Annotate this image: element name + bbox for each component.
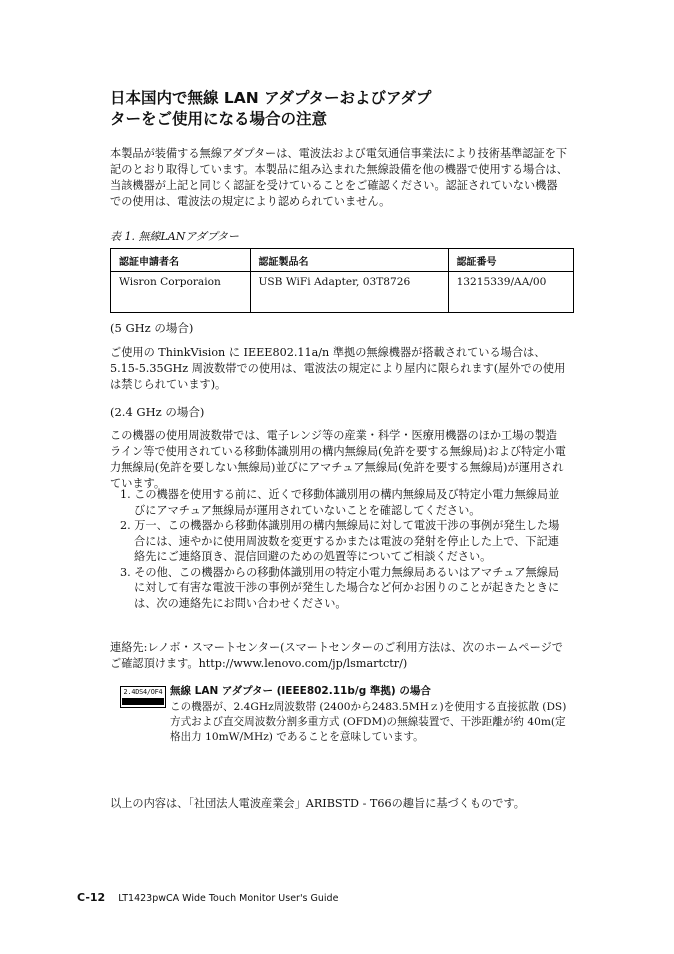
title-line-2: ターをご使用になる場合の注意 (110, 110, 328, 128)
page-footer (77, 891, 338, 904)
closing-paragraph: 以上の内容は、「社団法人電波産業会」ARIBSTD - T66の趣旨に基づくものです。 (110, 797, 525, 810)
guide-title: LT1423pwCA Wide Touch Monitor User's Guide (118, 893, 339, 904)
wlan-adapter-text: この機器が、2.4GHz周波数帯 (2400から2483.5MHｚ)を使用する直接拡散 (DS)方式および直交周波数分割多重方式 (OFDM)の無線装置で、干渉距離が約 40m(定格出力 10mW/MHz) であることを意味しています。 (170, 701, 567, 743)
header-applicant: 認証申請者名 (111, 249, 251, 272)
title-line-1: 日本国内で無線 LAN アダプターおよびアダプ (110, 89, 432, 107)
wireless-frequency-mark (120, 686, 166, 708)
page-title (110, 88, 560, 130)
table-row (111, 272, 574, 313)
list-item: 1. この機器を使用する前に、近くで移動体識別用の構内無線局及び特定小電力無線局並びにアマチュア無線局が運用されていないことを確認してください。 (120, 488, 560, 517)
certification-table (110, 248, 574, 313)
header-cert-number: 認証番号 (448, 249, 573, 272)
page-number: C-12 (77, 891, 106, 904)
heading-24ghz: (2.4 GHz の場合) (110, 405, 205, 419)
paragraph-24ghz: この機器の使用周波数帯では、電子レンジ等の産業・科学・医療用機器のほか工場の製造ライン等で使用されている移動体識別用の構内無線局(免許を要する無線局)および特定小電力無線局(免許を要しない無線局)並びにアマチュア無線局(免許を要する無線局)が運用されています。 (110, 429, 566, 490)
wlan-adapter-title: 無線 LAN アダプター (IEEE802.11b/g 準拠) の場合 (170, 685, 431, 697)
contact-paragraph: 連絡先:レノボ・スマートセンター(スマートセンターのご利用方法は、次のホームページでご確認頂けます。http://www.lenovo.com/jp/lsmartctr/) (110, 641, 563, 670)
cell-cert-number: 13215339/AA/00 (448, 272, 573, 313)
cell-product: USB WiFi Adapter, 03T8726 (250, 272, 448, 313)
intro-paragraph: 本製品が装備する無線アダプターは、電波法および電気通信事業法により技術基準認証を下記のとおり取得しています。本製品に組み込まれた無線設備を他の機器で使用する場合は、当該機器が上記と同じく認証を受けていることをご確認ください。認証されていない機器での使用は、電波法の規定により認められていません。 (110, 147, 568, 208)
list-item: 3. その他、この機器からの移動体識別用の特定小電力無線局あるいはアマチュア無線局に対して有害な電波干渉の事例が発生した場合など何かお困りのことが起きたときには、次の連絡先にお問い合わせください。 (120, 565, 560, 610)
cell-applicant: Wisron Corporaion (111, 272, 251, 313)
table-header-row (111, 249, 574, 272)
frequency-band-bar (122, 698, 164, 705)
heading-5ghz: (5 GHz の場合) (110, 321, 194, 335)
caution-list (110, 487, 560, 611)
frequency-code-label: 2.4DS4/OF4 (123, 688, 163, 696)
list-item: 2. 万一、この機器から移動体識別用の構内無線局に対して電波干渉の事例が発生した場合には、速やかに使用周波数を変更するかまたは電波の発射を停止した上で、下記連絡先にご連絡頂き、混信回避のための処置等についてご相談ください。 (120, 519, 560, 563)
paragraph-5ghz: ご使用の ThinkVision に IEEE802.11a/n 準拠の無線機器が搭載されている場合は、5.15-5.35GHz 周波数帯での使用は、電波法の規定により屋内に限られます(屋外での使用は禁じられています)。 (110, 346, 566, 391)
header-product: 認証製品名 (250, 249, 448, 272)
table-caption: 表 1. 無線LANアダプター (110, 230, 239, 243)
